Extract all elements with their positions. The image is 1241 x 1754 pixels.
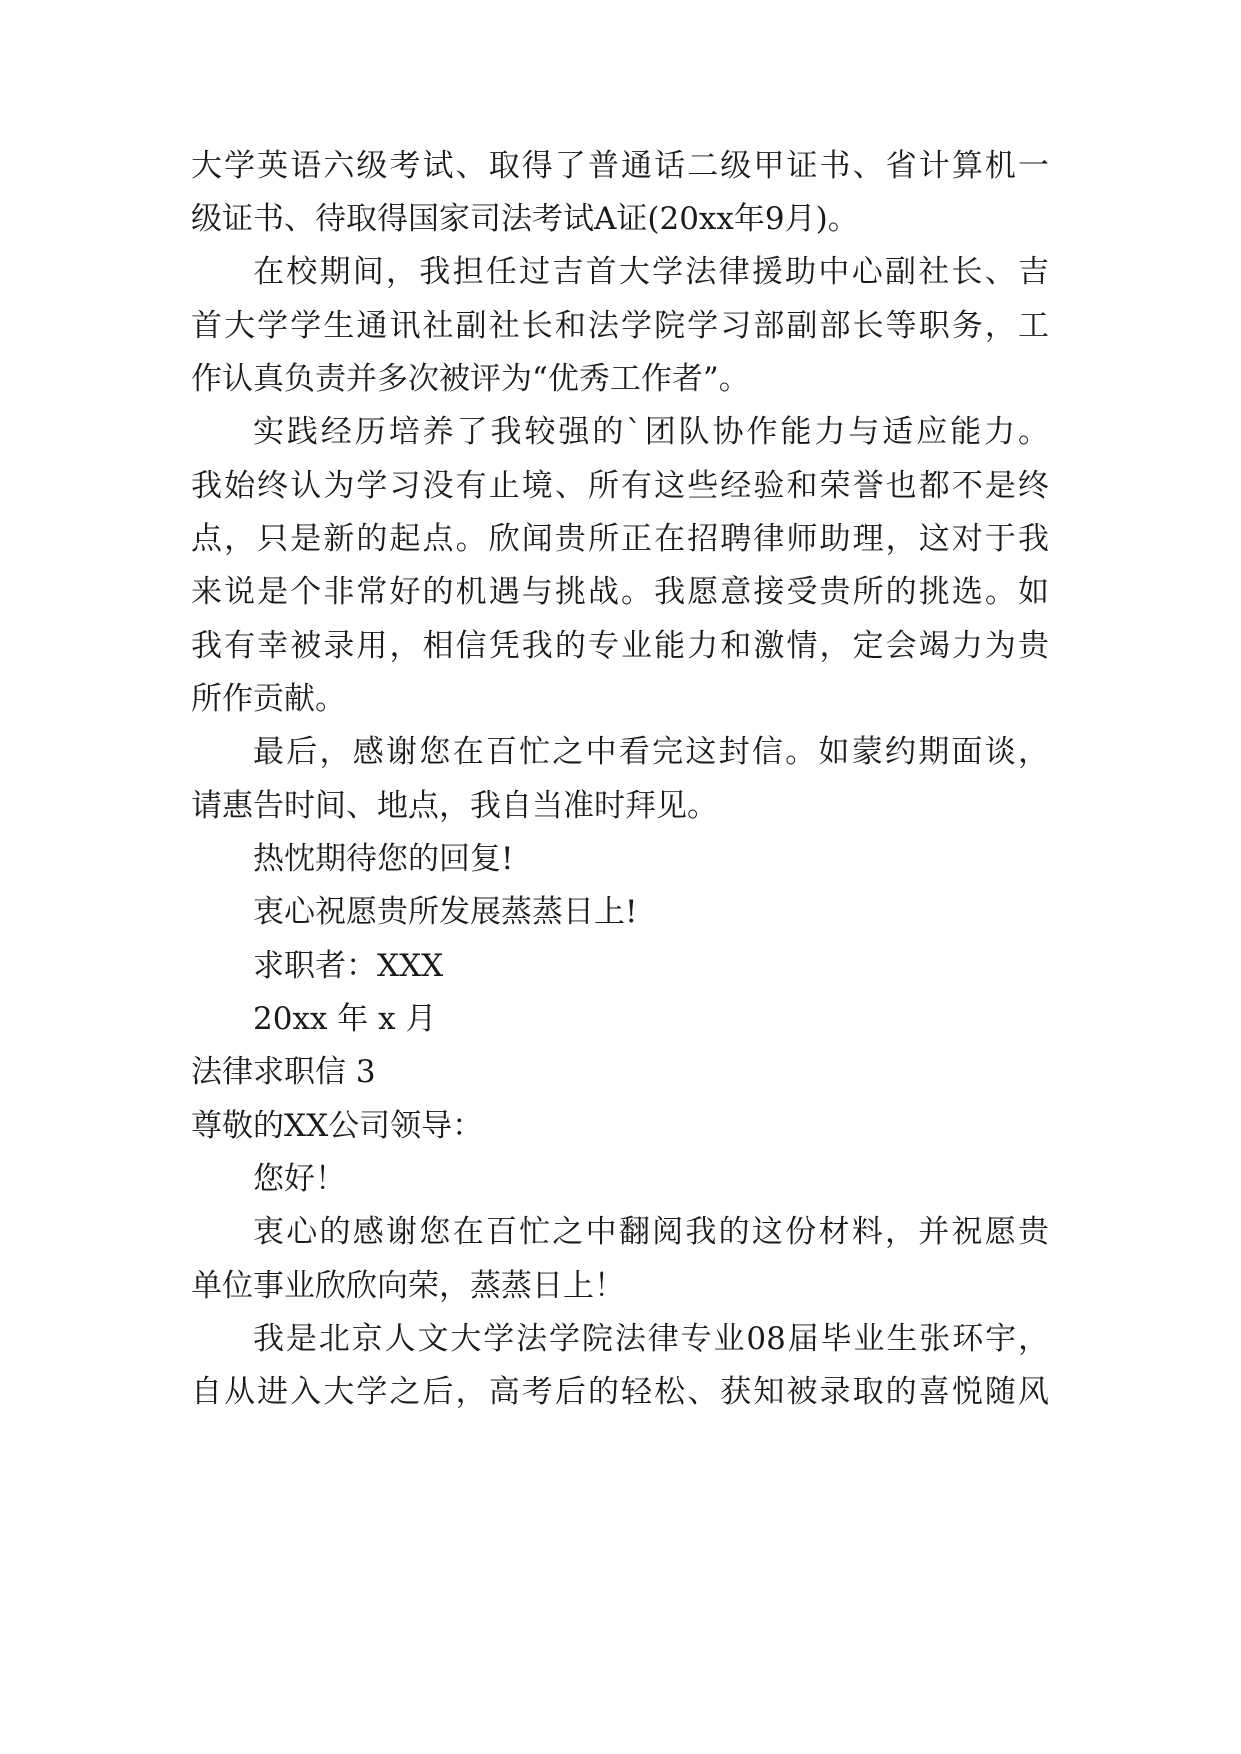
paragraph-line: 作认真负责并多次被评为“优秀工作者”。 <box>191 361 750 397</box>
section-heading: 法律求职信 3 <box>191 1054 376 1090</box>
paragraph-line: 来说是个非常好的机遇与挑战。我愿意接受贵所的挑选。如 <box>191 574 1049 610</box>
date-line: 20xx 年 x 月 <box>253 1001 437 1037</box>
paragraph-line: 实践经历培养了我较强的`团队协作能力与适应能力。 <box>253 414 1049 450</box>
signature-line: 求职者：XXX <box>253 948 444 984</box>
paragraph-line: 所作贡献。 <box>191 681 346 717</box>
paragraph-line: 单位事业欣欣向荣，蒸蒸日上！ <box>191 1268 625 1304</box>
paragraph-line: 级证书、待取得国家司法考试A证(20xx年9月)。 <box>191 201 859 237</box>
paragraph-line: 衷心的感谢您在百忙之中翻阅我的这份材料，并祝愿贵 <box>253 1214 1049 1250</box>
closing-line: 衷心祝愿贵所发展蒸蒸日上! <box>253 894 638 930</box>
paragraph-line: 自从进入大学之后，高考后的轻松、获知被录取的喜悦随风 <box>191 1374 1049 1410</box>
paragraph-line: 我始终认为学习没有止境、所有这些经验和荣誉也都不是终 <box>191 468 1049 504</box>
paragraph-line: 最后，感谢您在百忙之中看完这封信。如蒙约期面谈， <box>253 734 1049 770</box>
closing-line: 热忱期待您的回复! <box>253 841 514 877</box>
paragraph-line: 我有幸被录用，相信凭我的专业能力和激情，定会竭力为贵 <box>191 628 1049 664</box>
paragraph-line: 请惠告时间、地点，我自当准时拜见。 <box>191 788 718 824</box>
paragraph-line: 在校期间，我担任过吉首大学法律援助中心副社长、吉 <box>253 254 1049 290</box>
salutation: 尊敬的XX公司领导： <box>191 1108 484 1144</box>
paragraph-line: 我是北京人文大学法学院法律专业08届毕业生张环宇， <box>253 1321 1049 1357</box>
paragraph-line: 大学英语六级考试、取得了普通话二级甲证书、省计算机一 <box>191 148 1049 184</box>
paragraph-line: 点，只是新的起点。欣闻贵所正在招聘律师助理，这对于我 <box>191 521 1049 557</box>
paragraph-line: 首大学学生通讯社副社长和法学院学习部副部长等职务，工 <box>191 308 1049 344</box>
greeting: 您好！ <box>253 1161 346 1197</box>
